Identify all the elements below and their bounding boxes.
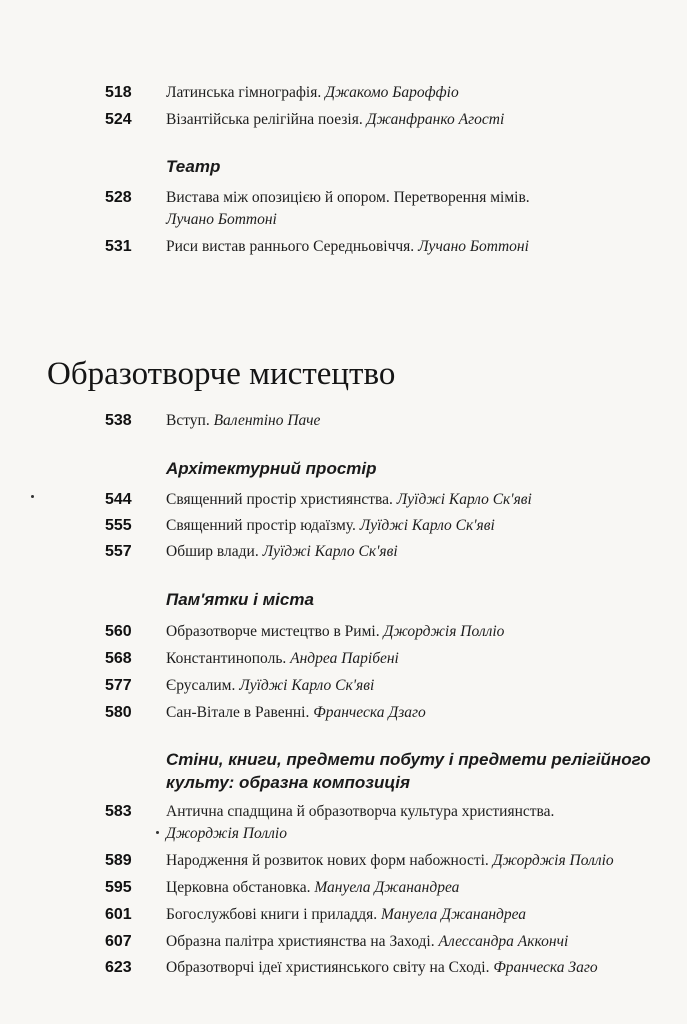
entry-author: Джорджія Полліо: [383, 623, 505, 640]
page-number: 589: [105, 852, 132, 869]
entry-title: Антична спадщина й образотворча культура християнства.: [166, 803, 555, 820]
entry-author: Валентіно Паче: [213, 412, 321, 429]
page-number: 524: [105, 111, 132, 128]
entry-title: Латинська гімнографія.: [166, 84, 322, 101]
page-number: 555: [105, 517, 132, 534]
entry-title: Вступ.: [166, 412, 210, 429]
page-number: 528: [105, 189, 132, 206]
entry-author: Луїджі Карло Ск'яві: [262, 543, 398, 560]
entry-author: Франческа Дзаго: [313, 704, 426, 721]
entry-title: Єрусалим.: [166, 677, 236, 694]
entry-title: Священний простір юдаїзму.: [166, 517, 356, 534]
page-number: 607: [105, 933, 132, 950]
entry-title: Вистава між опозицією й опором. Перетворення мімів.: [166, 189, 530, 206]
section-title: Образотворче мистецтво: [47, 356, 396, 392]
entry-author: Франческа Заго: [493, 959, 598, 976]
entry-title: Образотворче мистецтво в Римі.: [166, 623, 380, 640]
entry-author: Луїджі Карло Ск'яві: [396, 491, 532, 508]
entry-author: Луїджі Карло Ск'яві: [359, 517, 495, 534]
entry-title: Образна палітра християнства на Заході.: [166, 933, 435, 950]
entry-title: Церковна обстановка.: [166, 879, 311, 896]
subheading-walls-line1: Стіни, книги, предмети побуту і предмети релігійного: [166, 750, 651, 769]
entry-title: Візантійська релігійна поезія.: [166, 111, 363, 128]
page-number: 583: [105, 803, 132, 820]
entry-author: Мануела Джанандреа: [381, 906, 527, 923]
print-speck: [156, 831, 159, 834]
entry-title: Народження й розвиток нових форм набожності.: [166, 852, 489, 869]
page-number: 580: [105, 704, 132, 721]
page-number: 595: [105, 879, 132, 896]
page-number: 601: [105, 906, 132, 923]
entry-title: Риси вистав раннього Середньовіччя.: [166, 238, 415, 255]
entry-author: Луїджі Карло Ск'яві: [239, 677, 375, 694]
page-number: 531: [105, 238, 132, 255]
entry-title: Образотворчі ідеї християнського світу на Сході.: [166, 959, 490, 976]
subheading-monuments: Пам'ятки і міста: [166, 590, 314, 609]
subheading-theatre: Театр: [166, 157, 221, 176]
subheading-architecture: Архітектурний простір: [166, 459, 377, 478]
entry-author: Лучано Боттоні: [166, 211, 277, 228]
entry-title: Обшир влади.: [166, 543, 259, 560]
page-number: 568: [105, 650, 132, 667]
page-number: 623: [105, 959, 132, 976]
page-number: 577: [105, 677, 132, 694]
page-number: 518: [105, 84, 132, 101]
page-number: 538: [105, 412, 132, 429]
subheading-walls-line2: культу: образна композиція: [166, 773, 411, 792]
entry-author: Джакомо Бароффіо: [325, 84, 459, 101]
entry-title: Константинополь.: [166, 650, 287, 667]
entry-title: Священний простір християнства.: [166, 491, 393, 508]
page-number: 560: [105, 623, 132, 640]
page-number: 544: [105, 491, 132, 508]
entry-author: Лучано Боттоні: [418, 238, 529, 255]
entry-author: Андреа Парібені: [290, 650, 399, 667]
entry-author: Джорджія Полліо: [166, 825, 287, 842]
entry-title: Богослужбові книги і приладдя.: [166, 906, 378, 923]
entry-author: Алессандра Аккончі: [438, 933, 569, 950]
entry-author: Джорджія Полліо: [492, 852, 614, 869]
entry-author: Джанфранко Агості: [366, 111, 505, 128]
print-speck: [31, 495, 34, 498]
entry-title: Сан-Віталe в Равенні.: [166, 704, 310, 721]
page-number: 557: [105, 543, 132, 560]
entry-author: Мануела Джанандреа: [314, 879, 460, 896]
